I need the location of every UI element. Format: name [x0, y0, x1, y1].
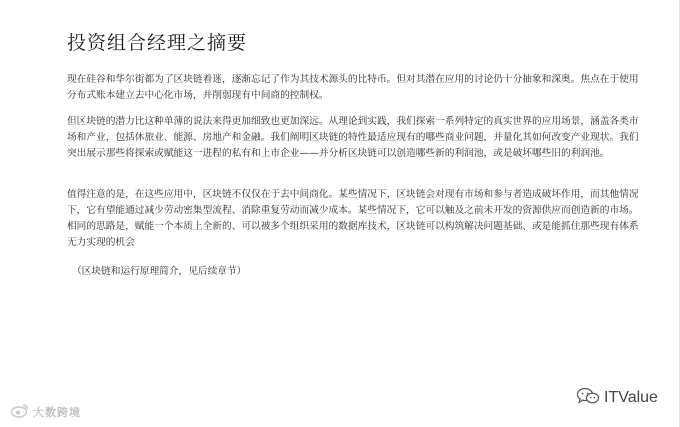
- paragraph-1: 现在硅谷和华尔街都为了区块链着迷，逐渐忘记了作为其技术源头的比特币。但对其潜在应用的讨论仍十分抽象和深奥。焦点在于使用分布式账本建立去中心化市场，并削弱现有中间商的控制权。: [67, 74, 639, 101]
- wechat-icon: [576, 387, 600, 409]
- paragraph-2: 但区块链的潜力比这种单薄的说法来得更加细致也更加深远。从理论到实践，我们探索一系列特定的真实世界的应用场景，涵盖各类市场和产业，包括休旅业、能源、房地产和金融。我们阐明区块链的特性最适应现有的哪些商业问题，并量化其如何改变产业现状。我们突出展示那些将探索或赋能这一进程的私有和上市企业——并分析区块链可以创造哪些新的利润池，或是破坏哪些旧的利润池。: [67, 116, 639, 159]
- watermark-left: [10, 404, 81, 420]
- watermark-right-text: ITValue: [604, 389, 658, 406]
- weibo-icon: [10, 403, 30, 422]
- watermark-left-text: 大数跨境: [33, 406, 81, 419]
- document-title: 投资组合经理之摘要: [67, 32, 248, 54]
- paragraph-3: 值得注意的是，在这些应用中，区块链不仅仅在于去中间商化。某些情况下，区块链会对现有市场和参与者造成破坏作用，而其他情况下，它有望能通过减少劳动密集型流程、消除重复劳动而减少成本。某些情况下，它可以触及之前未开发的资源供应而创造新的市场。相同的思路是，赋能一个本质上全新的、可以被多个组织采用的数据库技术，区块链可以构筑解决问题基础、或是能抓住那些现有体系无力实现的机会: [67, 189, 639, 248]
- watermark-right: [576, 388, 658, 408]
- chapter-note: （区块链和运行原理简介，见后续章节）: [72, 266, 247, 277]
